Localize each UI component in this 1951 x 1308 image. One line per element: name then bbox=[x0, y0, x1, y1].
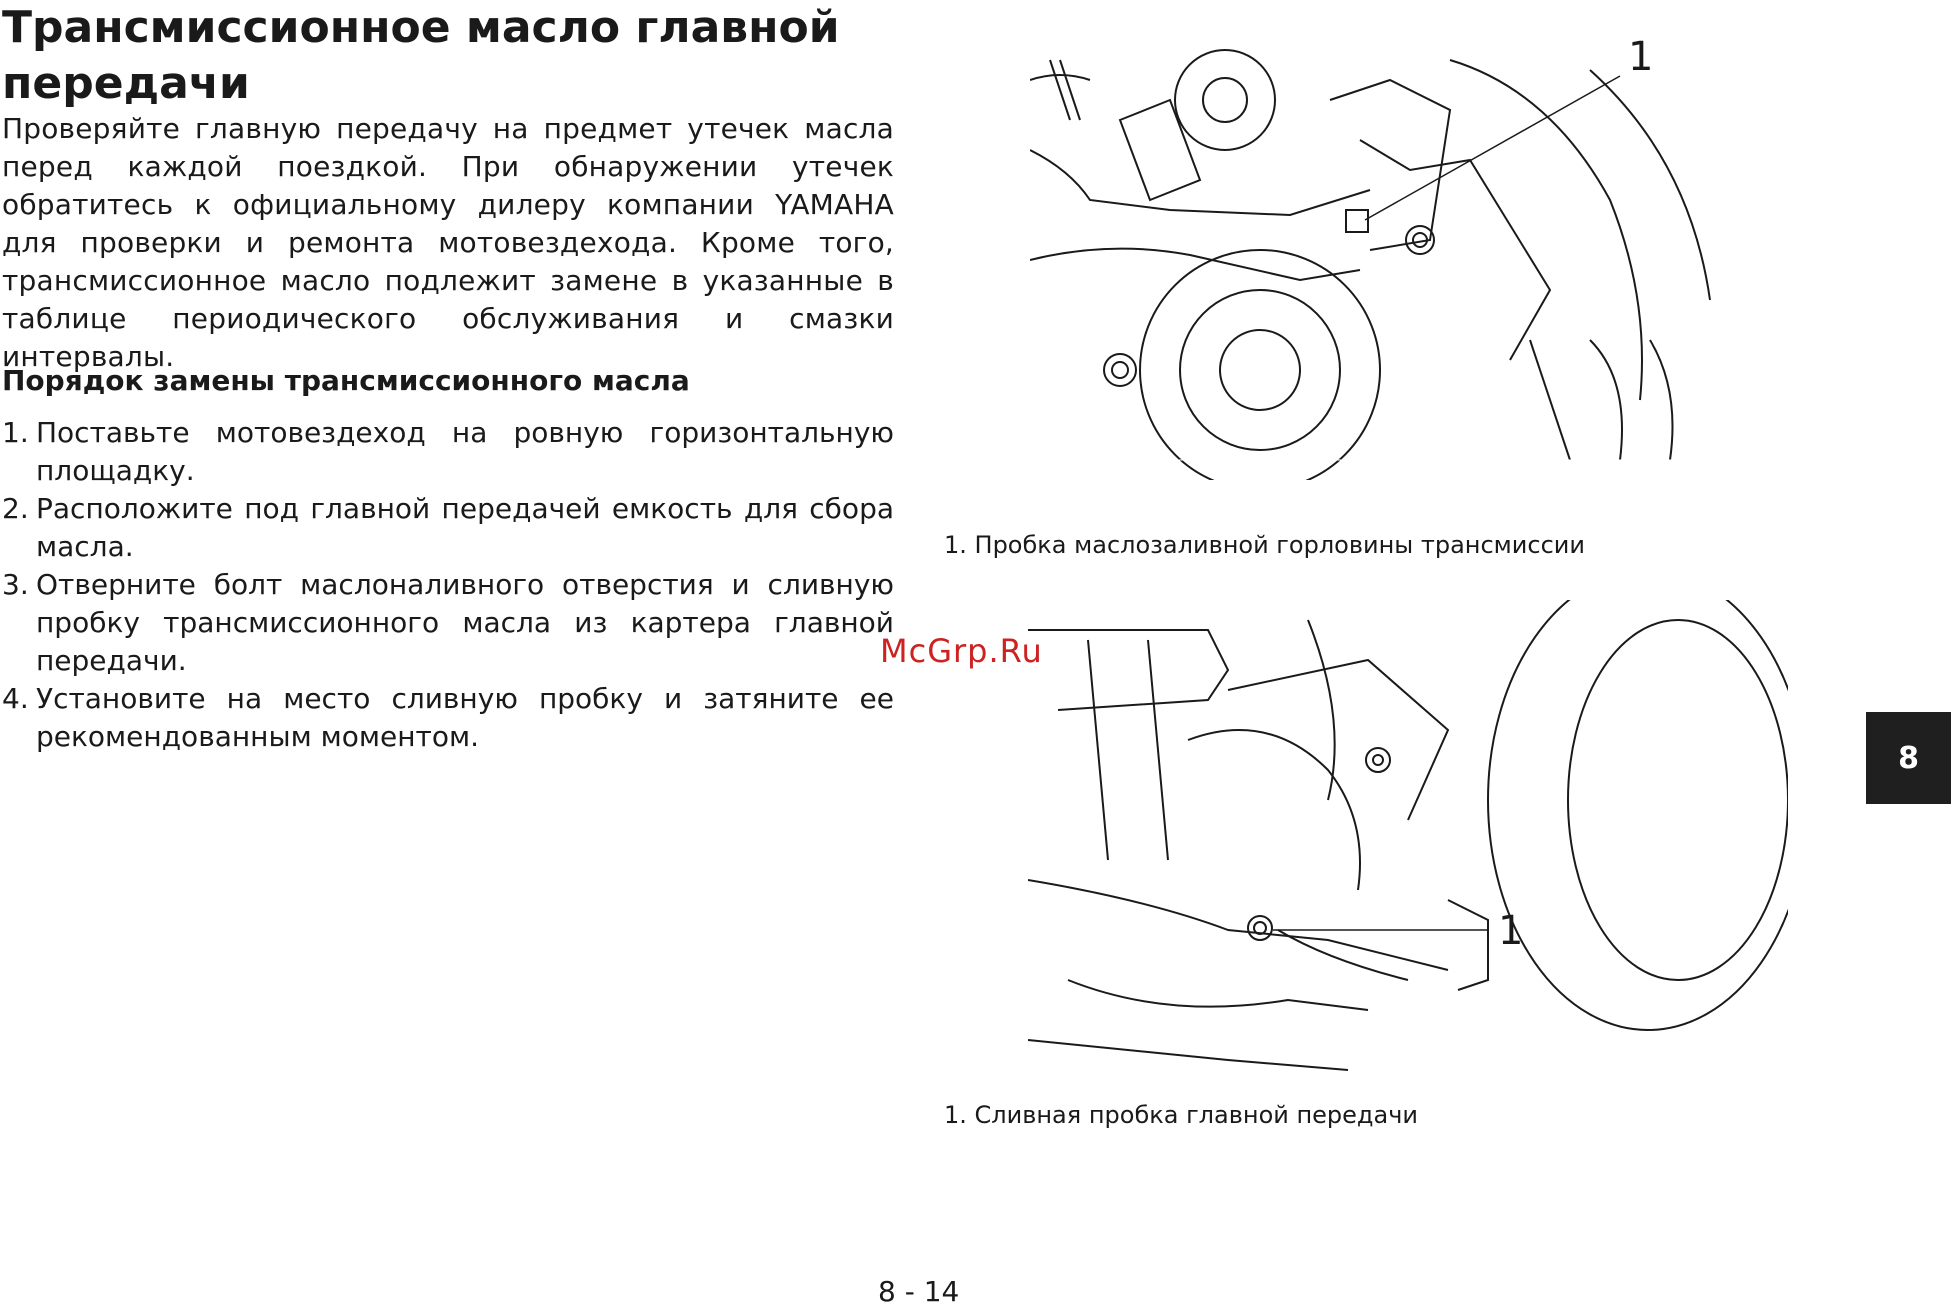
list-item bbox=[2, 680, 894, 756]
step-number: 1. bbox=[2, 416, 29, 449]
step-text: Установите на место сливную пробку и затяните ее рекомендованным моментом. bbox=[36, 682, 894, 753]
intro-paragraph: Проверяйте главную передачу на предмет утечек масла перед каждой поездкой. При обнаружении утечек обратитесь к официальному дилеру компании YAMAHA для проверки и ремонта мотовездехода. Кроме того, трансмиссионное масло подлежит замене в указанные в таблице периодического обслуживания и смазки интервалы. bbox=[2, 112, 894, 373]
figure-fill-cap bbox=[1030, 40, 1730, 480]
steps-list bbox=[2, 414, 894, 756]
step-text: Поставьте мотовездеход на ровную горизонтальную площадку. bbox=[36, 416, 894, 487]
figure-caption: 1. Пробка маслозаливной горловины трансмиссии bbox=[944, 531, 1585, 559]
figure-drain-plug bbox=[1028, 600, 1788, 1080]
step-number: 3. bbox=[2, 568, 29, 601]
fill-cap-drawing bbox=[1030, 40, 1730, 480]
step-number: 2. bbox=[2, 492, 29, 525]
step-number: 4. bbox=[2, 682, 29, 715]
list-item bbox=[2, 566, 894, 680]
callout-label: 1 bbox=[1628, 40, 1654, 80]
chapter-tab: 8 bbox=[1866, 712, 1951, 804]
drain-plug-drawing bbox=[1028, 600, 1788, 1080]
section-subheading: Порядок замены трансмиссионного масла bbox=[2, 364, 690, 397]
step-text: Отверните болт маслоналивного отверстия и сливную пробку трансмиссионного масла из картера главной передачи. bbox=[36, 568, 894, 677]
list-item bbox=[2, 414, 894, 490]
figure-caption: 1. Сливная пробка главной передачи bbox=[944, 1101, 1419, 1129]
step-text: Расположите под главной передачей емкость для сбора масла. bbox=[36, 492, 894, 563]
page-title: Трансмиссионное масло главной передачи bbox=[2, 2, 840, 109]
callout-label: 1 bbox=[1498, 908, 1524, 954]
list-item bbox=[2, 490, 894, 566]
page-number: 8 - 14 bbox=[878, 1275, 960, 1308]
watermark: McGrp.Ru bbox=[880, 632, 1043, 670]
